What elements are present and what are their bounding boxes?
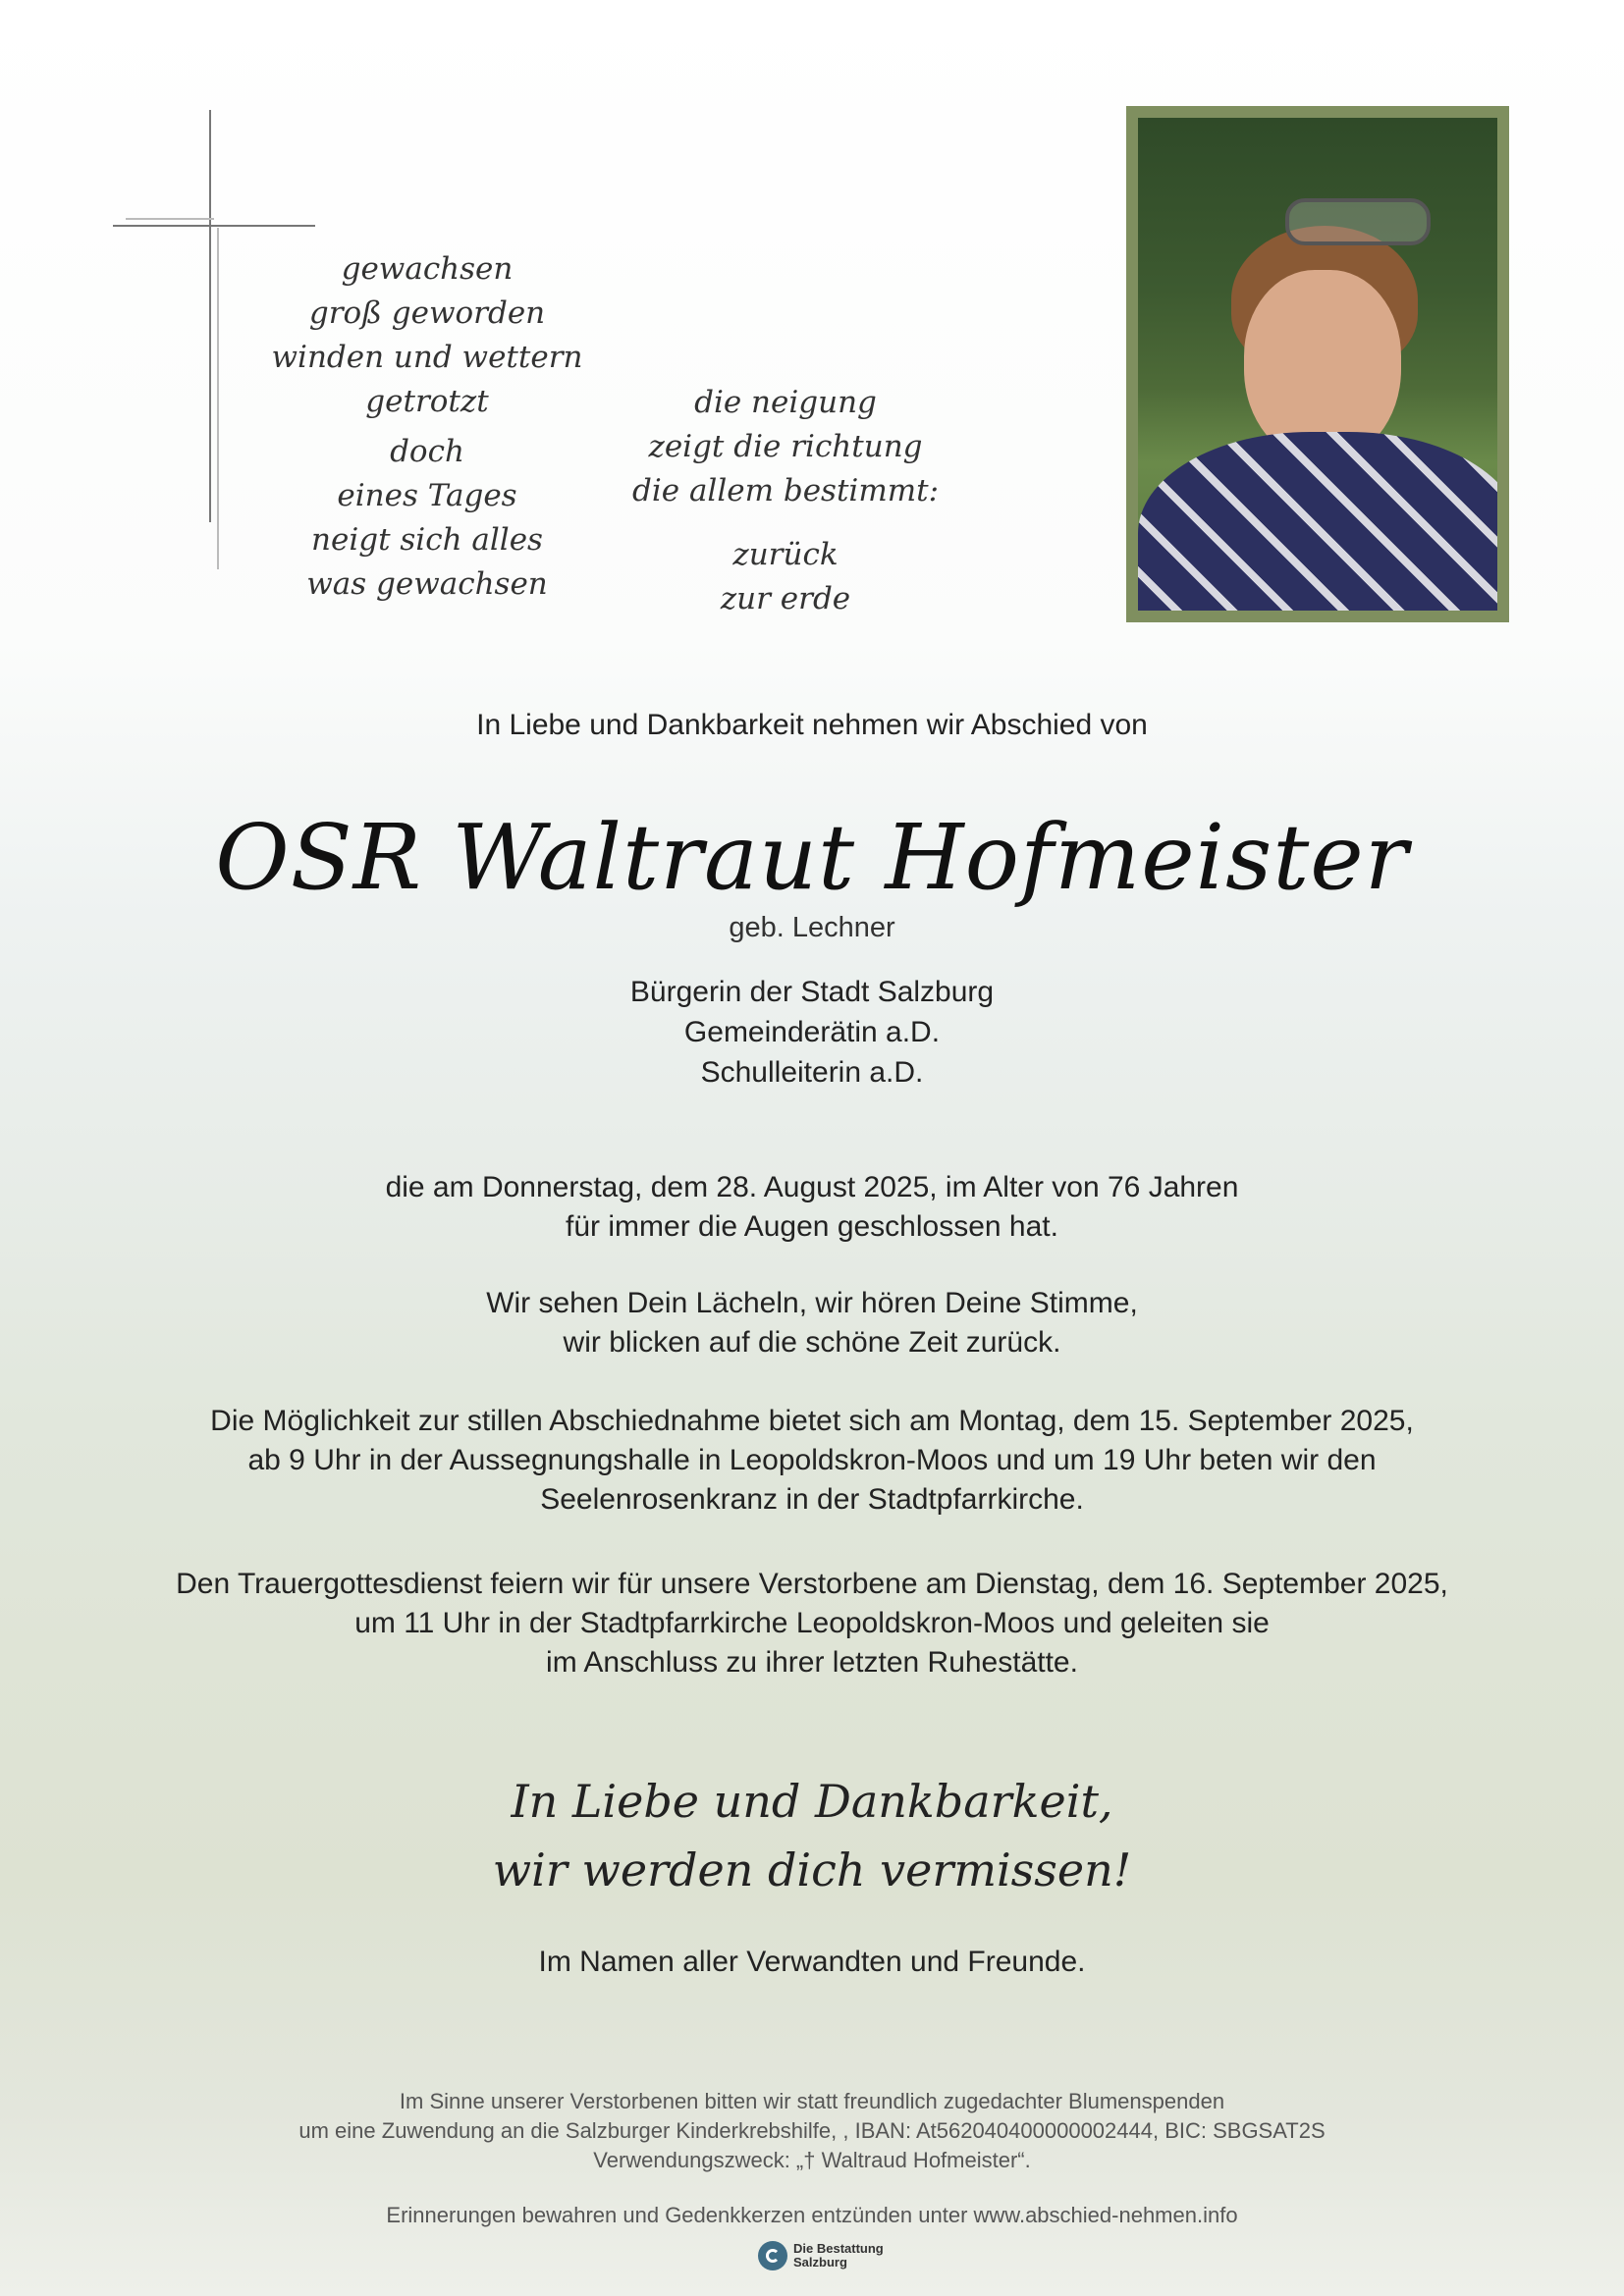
donation-note bbox=[0, 2087, 1624, 2175]
death-notice bbox=[0, 1168, 1624, 1247]
intro-text: In Liebe und Dankbarkeit nehmen wir Abschied von bbox=[476, 709, 1148, 741]
cross-horizontal-shadow bbox=[126, 218, 214, 220]
title-line: Bürgerin der Stadt Salzburg bbox=[629, 976, 995, 1008]
poem-line: die allem bestimmt: bbox=[631, 473, 940, 508]
portrait-clothing bbox=[1138, 432, 1497, 611]
closing-line: In Liebe und Dankbarkeit, bbox=[511, 1775, 1113, 1828]
maiden-name: geb. Lechner bbox=[729, 912, 895, 943]
text-line: wir blicken auf die schöne Zeit zurück. bbox=[563, 1326, 1061, 1359]
memorial-link-text: Erinnerungen bewahren und Gedenkkerzen entzünden unter www.abschied-nehmen.info bbox=[386, 2203, 1238, 2227]
poem-line: zur erde bbox=[720, 581, 851, 616]
poem-line: gewachsen bbox=[341, 251, 514, 287]
poem-stanza bbox=[255, 430, 599, 607]
honorary-titles bbox=[0, 972, 1624, 1093]
text-line: Wir sehen Dein Lächeln, wir hören Deine Stimme, bbox=[486, 1287, 1138, 1319]
text-line: die am Donnerstag, dem 28. August 2025, im Alter von 76 Jahren bbox=[385, 1171, 1239, 1203]
title-line: Gemeinderätin a.D. bbox=[683, 1016, 941, 1048]
logo-line: Die Bestattung bbox=[793, 2241, 884, 2256]
poem-line: eines Tages bbox=[337, 478, 517, 513]
text-line: für immer die Augen geschlossen hat. bbox=[566, 1210, 1058, 1243]
text-line: um 11 Uhr in der Stadtpfarrkirche Leopoldskron-Moos und geleiten sie bbox=[354, 1607, 1270, 1639]
poem-stanza bbox=[255, 247, 599, 424]
portrait-glasses bbox=[1285, 198, 1431, 245]
note-line: Im Sinne unserer Verstorbenen bitten wir statt freundlich zugedachter Blumenspenden bbox=[399, 2089, 1225, 2113]
closing-words bbox=[0, 1767, 1624, 1904]
poem-stanza bbox=[614, 533, 957, 621]
text-line: im Anschluss zu ihrer letzten Ruhestätte. bbox=[546, 1646, 1078, 1679]
bestattung-logo-text bbox=[793, 2242, 884, 2269]
service-info bbox=[0, 1565, 1624, 1682]
poem-line: winden und wettern bbox=[271, 340, 583, 375]
poem-line: was gewachsen bbox=[306, 566, 548, 602]
signature-line: Im Namen aller Verwandten und Freunde. bbox=[538, 1946, 1086, 1978]
viewing-info bbox=[0, 1402, 1624, 1520]
poem-stanza bbox=[614, 381, 957, 513]
poem-line: neigt sich alles bbox=[311, 522, 543, 558]
bestattung-logo-icon bbox=[758, 2241, 787, 2270]
logo-line: Salzburg bbox=[793, 2255, 847, 2269]
poem-left bbox=[255, 247, 599, 613]
poem-line: doch bbox=[390, 434, 464, 469]
bestattung-logo bbox=[758, 2241, 884, 2270]
note-line: um eine Zuwendung an die Salzburger Kinderkrebshilfe, , IBAN: At562040400000002444, BIC: SBGSAT2S bbox=[298, 2118, 1326, 2143]
portrait-frame bbox=[1126, 106, 1509, 622]
poem-line: zurück bbox=[732, 537, 839, 572]
note-line: Verwendungszweck: „† Waltraud Hofmeister“. bbox=[593, 2148, 1031, 2172]
poem-line: groß geworden bbox=[308, 295, 546, 331]
title-line: Schulleiterin a.D. bbox=[700, 1056, 924, 1089]
portrait-photo bbox=[1138, 118, 1497, 611]
cross-vertical-shadow bbox=[217, 228, 219, 569]
memory-text bbox=[0, 1284, 1624, 1362]
text-line: Die Möglichkeit zur stillen Abschiednahme bietet sich am Montag, dem 15. September 2025, bbox=[210, 1405, 1414, 1437]
poem-line: getrotzt bbox=[365, 384, 489, 419]
closing-line: wir werden dich vermissen! bbox=[492, 1843, 1132, 1896]
deceased-name: OSR Waltraut Hofmeister bbox=[215, 805, 1409, 910]
cross-horizontal-line bbox=[113, 225, 315, 227]
poem-line: die neigung bbox=[694, 385, 877, 420]
text-line: ab 9 Uhr in der Aussegnungshalle in Leopoldskron-Moos und um 19 Uhr beten wir den bbox=[247, 1444, 1377, 1476]
text-line: Seelenrosenkranz in der Stadtpfarrkirche. bbox=[540, 1483, 1084, 1516]
cross-vertical-line bbox=[209, 110, 211, 522]
text-line: Den Trauergottesdienst feiern wir für unsere Verstorbene am Dienstag, dem 16. September 2025, bbox=[176, 1568, 1448, 1600]
poem-line: zeigt die richtung bbox=[648, 429, 923, 464]
poem-right bbox=[614, 381, 957, 627]
